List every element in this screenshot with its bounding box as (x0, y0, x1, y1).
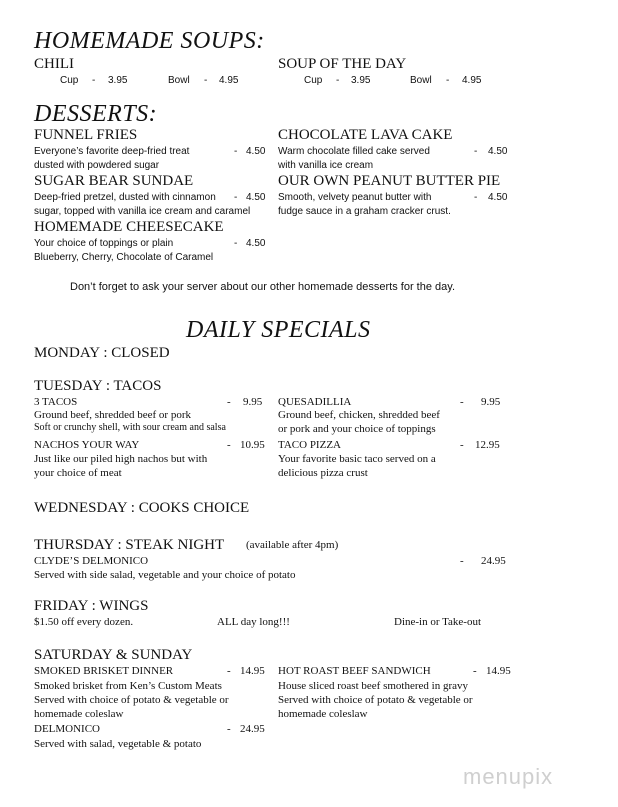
friday-dine: Dine-in or Take-out (394, 616, 482, 628)
wednesday-label: WEDNESDAY : COOKS CHOICE (34, 500, 250, 516)
nachos-price: 10.95 (240, 439, 265, 451)
roast-beef-desc-3: homemade coleslaw (278, 708, 368, 720)
friday-label: FRIDAY : WINGS (34, 598, 149, 614)
tacos-desc-2: Soft or crunchy shell, with sour cream and salsa (34, 422, 226, 433)
delmonico-weekend-desc: Served with salad, vegetable & potato (34, 738, 202, 750)
sundae-desc-1: Deep-fried pretzel, dusted with cinnamon (34, 192, 216, 203)
dash: - (204, 75, 208, 86)
cheesecake-desc-2: Blueberry, Cherry, Chocolate of Caramel (34, 252, 214, 263)
desserts-note: Don’t forget to ask your server about our other homemade desserts for the day. (70, 281, 455, 293)
funnel-fries-name: FUNNEL FRIES (34, 127, 138, 143)
friday-allday: ALL day long!!! (217, 616, 290, 628)
dash: - (446, 75, 450, 86)
tacos-name: 3 TACOS (34, 396, 78, 408)
chili-name: CHILI (34, 56, 74, 72)
dash: - (227, 439, 231, 451)
peanut-pie-desc-2: fudge sauce in a graham cracker crust. (278, 206, 451, 217)
soup-cup-price: 3.95 (351, 75, 371, 86)
dash: - (234, 238, 238, 249)
dash: - (474, 146, 478, 157)
delmonico-weekend-name: DELMONICO (34, 723, 100, 735)
thursday-label: THURSDAY : STEAK NIGHT (34, 537, 225, 553)
chili-bowl-price: 4.95 (219, 75, 239, 86)
tacos-desc-1: Ground beef, shredded beef or pork (34, 409, 191, 421)
roast-beef-desc-1: House sliced roast beef smothered in gravy (278, 680, 468, 692)
dash: - (227, 723, 231, 735)
peanut-pie-name: OUR OWN PEANUT BUTTER PIE (278, 173, 501, 189)
quesadilla-price: 9.95 (481, 396, 501, 408)
lava-cake-name: CHOCOLATE LAVA CAKE (278, 127, 453, 143)
dash: - (460, 555, 464, 567)
roast-beef-desc-2: Served with choice of potato & vegetable or (278, 694, 473, 706)
sundae-desc-2: sugar, topped with vanilla ice cream and caramel (34, 206, 251, 217)
soup-bowl-label: Bowl (410, 75, 432, 86)
nachos-desc-1: Just like our piled high nachos but with (34, 453, 208, 465)
cheesecake-name: HOMEMADE CHEESECAKE (34, 219, 224, 235)
chili-cup-label: Cup (60, 75, 79, 86)
brisket-name: SMOKED BRISKET DINNER (34, 665, 174, 677)
delmonico-thursday-desc: Served with side salad, vegetable and your choice of potato (34, 569, 296, 581)
desserts-heading: DESSERTS: (34, 101, 158, 127)
sundae-name: SUGAR BEAR SUNDAE (34, 173, 194, 189)
watermark: menupix (463, 764, 554, 789)
chili-bowl-label: Bowl (168, 75, 190, 86)
peanut-pie-price: 4.50 (488, 192, 508, 203)
roast-beef-name: HOT ROAST BEEF SANDWICH (278, 665, 431, 677)
specials-heading: DAILY SPECIALS (186, 317, 371, 343)
funnel-fries-desc-1: Everyone’s favorite deep-fried treat (34, 146, 190, 157)
brisket-desc-3: homemade coleslaw (34, 708, 124, 720)
monday-label: MONDAY : CLOSED (34, 345, 170, 361)
roast-beef-price: 14.95 (486, 665, 511, 677)
cheesecake-price: 4.50 (246, 238, 266, 249)
dash: - (92, 75, 96, 86)
thursday-note: (available after 4pm) (246, 539, 339, 551)
soup-bowl-price: 4.95 (462, 75, 482, 86)
dash: - (336, 75, 340, 86)
tuesday-label: TUESDAY : TACOS (34, 378, 162, 394)
taco-pizza-name: TACO PIZZA (278, 439, 341, 451)
lava-cake-desc-2: with vanilla ice cream (278, 160, 374, 171)
peanut-pie-desc-1: Smooth, velvety peanut butter with (278, 192, 432, 203)
dash: - (227, 665, 231, 677)
taco-pizza-price: 12.95 (475, 439, 500, 451)
dash: - (227, 396, 231, 408)
weekend-label: SATURDAY & SUNDAY (34, 647, 193, 663)
dash: - (473, 665, 477, 677)
sundae-price: 4.50 (246, 192, 266, 203)
delmonico-thursday-price: 24.95 (481, 555, 506, 567)
delmonico-thursday-name: CLYDE’S DELMONICO (34, 555, 149, 567)
soups-heading: HOMEMADE SOUPS: (34, 28, 265, 54)
funnel-fries-price: 4.50 (246, 146, 266, 157)
quesadilla-desc-1: Ground beef, chicken, shredded beef (278, 409, 440, 421)
lava-cake-desc-1: Warm chocolate filled cake served (278, 146, 430, 157)
taco-pizza-desc-1: Your favorite basic taco served on a (278, 453, 436, 465)
friday-deal: $1.50 off every dozen. (34, 616, 134, 628)
quesadilla-desc-2: or pork and your choice of toppings (278, 423, 436, 435)
tacos-price: 9.95 (243, 396, 263, 408)
lava-cake-price: 4.50 (488, 146, 508, 157)
funnel-fries-desc-2: dusted with powdered sugar (34, 160, 160, 171)
nachos-name: NACHOS YOUR WAY (34, 439, 140, 451)
brisket-desc-2: Served with choice of potato & vegetable or (34, 694, 229, 706)
brisket-price: 14.95 (240, 665, 265, 677)
soup-cup-label: Cup (304, 75, 323, 86)
chili-cup-price: 3.95 (108, 75, 128, 86)
dash: - (234, 146, 238, 157)
nachos-desc-2: your choice of meat (34, 467, 122, 479)
brisket-desc-1: Smoked brisket from Ken’s Custom Meats (34, 680, 222, 692)
quesadilla-name: QUESADILLIA (278, 396, 352, 408)
dash: - (234, 192, 238, 203)
delmonico-weekend-price: 24.95 (240, 723, 265, 735)
taco-pizza-desc-2: delicious pizza crust (278, 467, 368, 479)
dash: - (460, 439, 464, 451)
dash: - (474, 192, 478, 203)
dash: - (460, 396, 464, 408)
soup-of-day-name: SOUP OF THE DAY (278, 56, 407, 72)
cheesecake-desc-1: Your choice of toppings or plain (34, 238, 174, 249)
